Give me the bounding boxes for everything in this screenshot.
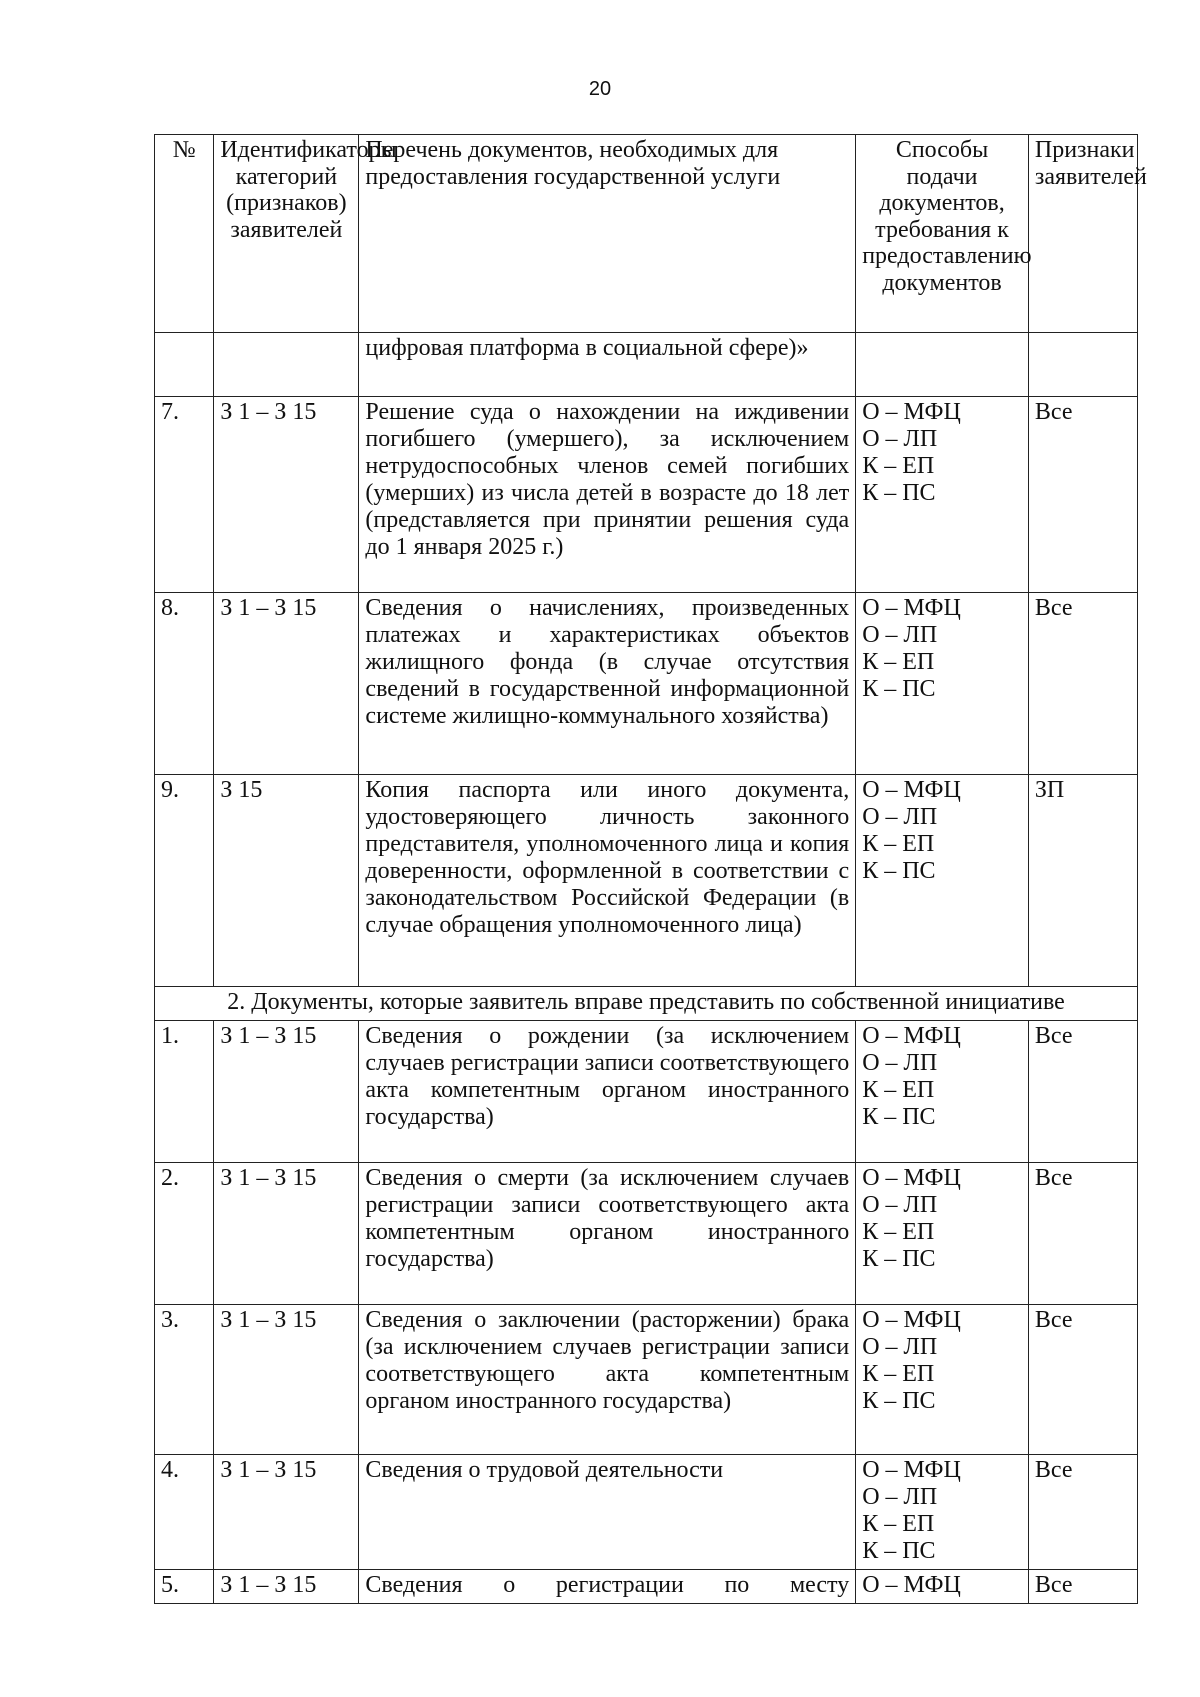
row-signs: ЗП: [1028, 775, 1137, 987]
method-item: О – ЛП: [862, 804, 938, 830]
method-item: О – МФЦ: [862, 1572, 961, 1598]
row-document: Сведения о трудовой деятельности: [359, 1455, 856, 1570]
section-heading-row: [155, 987, 1138, 1021]
row-number: 3.: [155, 1305, 214, 1455]
header-methods: Способы подачи документов, требования к предоставлению документов: [856, 135, 1029, 333]
table-row: [155, 397, 1138, 593]
row-signs: [1028, 333, 1137, 397]
method-item: К – ПС: [862, 1538, 936, 1564]
header-number: №: [155, 135, 214, 333]
table-row: [155, 1021, 1138, 1163]
row-signs: Все: [1028, 1455, 1137, 1570]
table-row: [155, 1163, 1138, 1305]
method-item: О – МФЦ: [862, 1307, 961, 1333]
method-item: К – ЕП: [862, 1361, 935, 1387]
method-item: О – ЛП: [862, 1050, 938, 1076]
method-item: О – ЛП: [862, 622, 938, 648]
row-signs: Все: [1028, 1305, 1137, 1455]
row-document: Сведения о начислениях, произведенных платежах и характеристиках объектов жилищного фонда (в случае отсутствия сведений в государственной информационной системе жилищно-коммунального хозяйства): [359, 593, 856, 775]
method-item: О – ЛП: [862, 426, 938, 452]
method-item: О – ЛП: [862, 1334, 938, 1360]
method-item: О – МФЦ: [862, 777, 961, 803]
row-signs: Все: [1028, 593, 1137, 775]
table-row: [155, 1570, 1138, 1604]
row-identifiers: З 1 – З 15: [214, 1305, 359, 1455]
page-number: 20: [588, 78, 612, 100]
method-item: К – ПС: [862, 1104, 936, 1130]
method-item: О – ЛП: [862, 1192, 938, 1218]
table-row: [155, 593, 1138, 775]
method-item: О – МФЦ: [862, 1457, 961, 1483]
row-methods: [856, 333, 1029, 397]
table-row: [155, 1305, 1138, 1455]
row-identifiers: З 1 – З 15: [214, 593, 359, 775]
method-item: К – ПС: [862, 1388, 936, 1414]
row-methods: [856, 1305, 1029, 1455]
row-signs: Все: [1028, 1163, 1137, 1305]
row-document: цифровая платформа в социальной сфере)»: [359, 333, 856, 397]
row-number: 9.: [155, 775, 214, 987]
row-number: 1.: [155, 1021, 214, 1163]
row-document: Сведения о рождении (за исключением случаев регистрации записи соответствующего акта компетентным органом иностранного государства): [359, 1021, 856, 1163]
method-item: О – ЛП: [862, 1484, 938, 1510]
row-methods: [856, 1570, 1029, 1604]
row-identifiers: З 1 – З 15: [214, 1021, 359, 1163]
row-methods: [856, 1021, 1029, 1163]
row-identifiers: З 1 – З 15: [214, 397, 359, 593]
row-methods: [856, 1163, 1029, 1305]
row-methods: [856, 593, 1029, 775]
method-item: К – ЕП: [862, 1077, 935, 1103]
table-row: [155, 775, 1138, 987]
row-number: 4.: [155, 1455, 214, 1570]
method-item: К – ПС: [862, 676, 936, 702]
row-document: Решение суда о нахождении на иждивении погибшего (умершего), за исключением нетрудоспособных членов семей погибших (умерших) из числа детей в возрасте до 18 лет (представляется при принятии решения суда до 1 января 2025 г.): [359, 397, 856, 593]
method-item: О – МФЦ: [862, 595, 961, 621]
method-item: К – ЕП: [862, 649, 935, 675]
header-identifiers: Идентификаторы категорий (признаков) заявителей: [214, 135, 359, 333]
row-document: Сведения о регистрации по месту: [359, 1570, 856, 1604]
row-number: 7.: [155, 397, 214, 593]
row-number: [155, 333, 214, 397]
method-item: О – МФЦ: [862, 1023, 961, 1049]
row-methods: [856, 397, 1029, 593]
row-identifiers: З 15: [214, 775, 359, 987]
header-signs: Признаки заявителей: [1028, 135, 1137, 333]
method-item: К – ЕП: [862, 453, 935, 479]
section-2-title: 2. Документы, которые заявитель вправе представить по собственной инициативе: [155, 987, 1138, 1021]
documents-table: [154, 134, 1147, 1604]
method-item: О – МФЦ: [862, 399, 961, 425]
method-item: К – ПС: [862, 480, 936, 506]
method-item: К – ЕП: [862, 1511, 935, 1537]
row-identifiers: З 1 – З 15: [214, 1455, 359, 1570]
method-item: К – ЕП: [862, 1219, 935, 1245]
row-number: 5.: [155, 1570, 214, 1604]
row-identifiers: З 1 – З 15: [214, 1163, 359, 1305]
continuation-row: [155, 333, 1138, 397]
row-number: 2.: [155, 1163, 214, 1305]
row-signs: Все: [1028, 1570, 1137, 1604]
method-item: К – ПС: [862, 1246, 936, 1272]
row-number: 8.: [155, 593, 214, 775]
row-document: Сведения о смерти (за исключением случаев регистрации записи соответствующего акта компетентным органом иностранного государства): [359, 1163, 856, 1305]
row-methods: [856, 775, 1029, 987]
method-item: О – МФЦ: [862, 1165, 961, 1191]
row-identifiers: [214, 333, 359, 397]
row-identifiers: З 1 – З 15: [214, 1570, 359, 1604]
table-header-row: [155, 135, 1138, 333]
header-documents: Перечень документов, необходимых для предоставления государственной услуги: [359, 135, 856, 333]
method-item: К – ПС: [862, 858, 936, 884]
row-signs: Все: [1028, 1021, 1137, 1163]
method-item: К – ЕП: [862, 831, 935, 857]
row-document: Копия паспорта или иного документа, удостоверяющего личность законного представителя, уполномоченного лица и копия доверенности, оформленной в соответствии с законодательством Российской Федерации (в случае обращения уполномоченного лица): [359, 775, 856, 987]
row-methods: [856, 1455, 1029, 1570]
table-row: [155, 1455, 1138, 1570]
row-signs: Все: [1028, 397, 1137, 593]
row-document: Сведения о заключении (расторжении) брака (за исключением случаев регистрации записи соответствующего акта компетентным органом иностранного государства): [359, 1305, 856, 1455]
